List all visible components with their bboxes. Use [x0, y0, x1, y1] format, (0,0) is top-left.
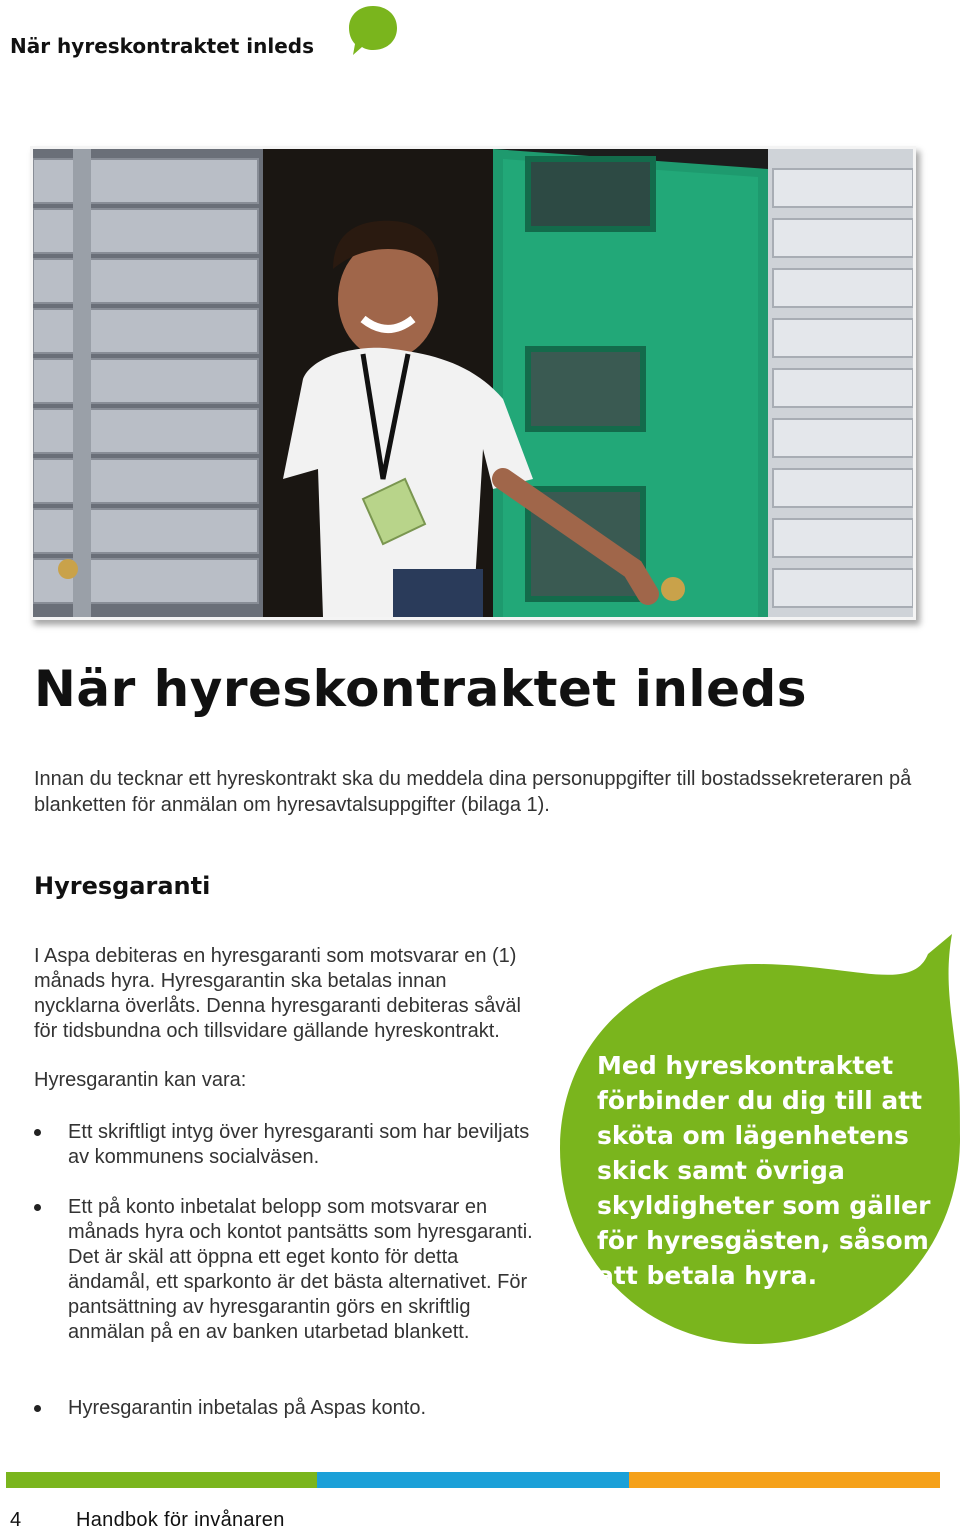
bullet-list	[34, 1195, 534, 1345]
list-item-text: Ett på konto inbetalat belopp som motsvarar en månads hyra och kontot pantsätts som hyresgaranti. Det är skäl att öppna ett eget konto för detta ändamål, ett sparkonto är det bästa alternativet. För pantsättning av hyresgarantin görs en skriftlig anmälan på en av banken utarbetad blankett.	[68, 1196, 533, 1343]
speech-bubble-icon	[345, 2, 401, 58]
list-item	[34, 1396, 534, 1421]
list-item	[34, 1120, 534, 1170]
bullet-icon	[34, 1405, 41, 1412]
guarantee-paragraph: I Aspa debiteras en hyresgaranti som motsvarar en (1) månads hyra. Hyresgarantin ska betalas innan nycklarna överlåts. Denna hyresgaranti debiteras såväl för tidsbundna och tillsvidare gällande hyreskontrakt.	[34, 945, 521, 1042]
header-title: När hyreskontraktet inleds	[10, 34, 315, 58]
bullet-icon	[34, 1204, 41, 1211]
section-heading-hyresgaranti: Hyresgaranti	[34, 872, 211, 900]
pull-quote: Med hyreskontraktet förbinder du dig till att sköta om lägenhetens skick samt övriga skyldigheter som gäller för hyresgästen, såsom att betala hyra.	[597, 1051, 931, 1290]
hero-photo	[30, 146, 916, 620]
footer-color-bar	[6, 1472, 940, 1488]
list-item-text: Ett skriftligt intyg över hyresgaranti som har beviljats av kommunens socialväsen.	[68, 1121, 530, 1168]
page-number: 4	[10, 1509, 22, 1531]
bullet-icon	[34, 1129, 41, 1136]
bullet-list	[34, 1396, 534, 1421]
list-item	[34, 1195, 534, 1345]
bullet-list	[34, 1120, 534, 1170]
list-item-text: Hyresgarantin inbetalas på Aspas konto.	[68, 1397, 426, 1419]
footer-title: Handbok för invånaren	[76, 1509, 285, 1531]
color-bar-orange	[629, 1472, 940, 1488]
page-title: När hyreskontraktet inleds	[34, 660, 808, 718]
intro-paragraph: Innan du tecknar ett hyreskontrakt ska du meddela dina personuppgifter till bostadssekreteraren på blanketten för anmälan om hyresavtalsuppgifter (bilaga 1).	[34, 768, 912, 816]
color-bar-blue	[317, 1472, 628, 1488]
color-bar-green	[6, 1472, 317, 1488]
guarantee-options-intro: Hyresgarantin kan vara:	[34, 1069, 247, 1091]
photo-person-at-door-icon	[33, 149, 913, 617]
